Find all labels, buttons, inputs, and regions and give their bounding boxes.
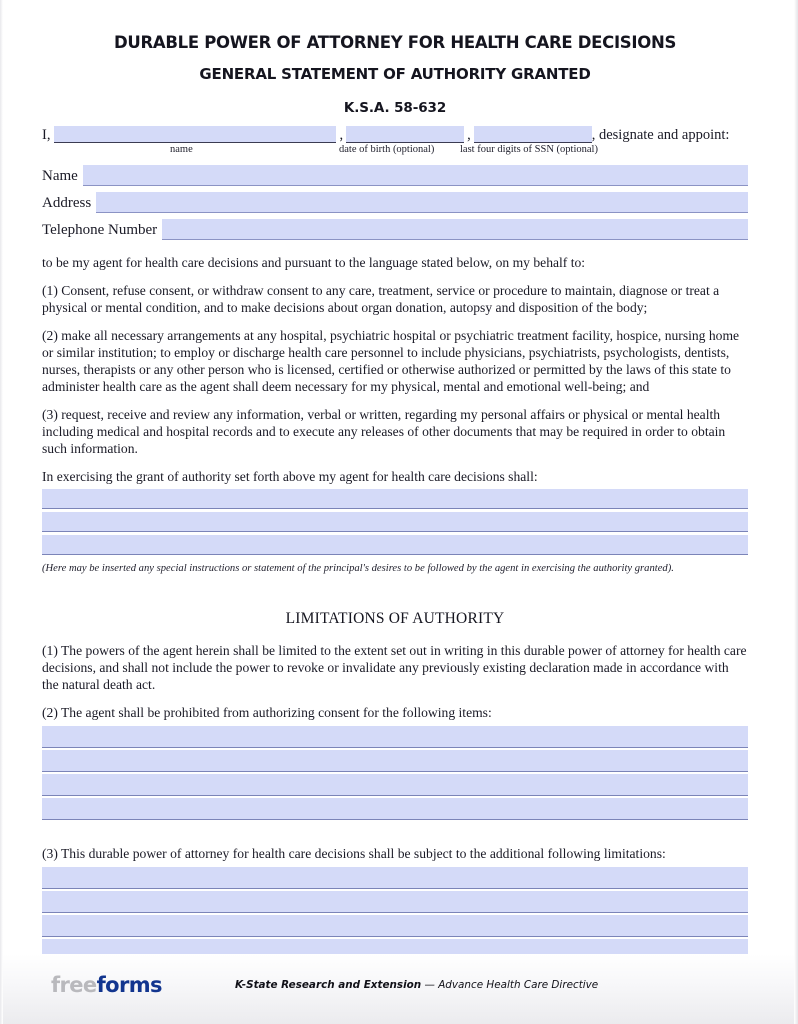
field-captions-row: [42, 143, 748, 159]
document-content: [42, 0, 748, 963]
logo-text-forms: forms: [96, 973, 162, 997]
power-item-1: (1) Consent, refuse consent, or withdraw consent to any care, treatment, service or procedure to maintain, diagnose or treat a physical or mental condition, and to make decisions about organ donation, autopsy and disposition of the body;: [42, 283, 720, 316]
agent-address-field[interactable]: [96, 192, 748, 213]
principal-ssn-field[interactable]: [474, 126, 592, 143]
intro-lead-label: I,: [42, 126, 51, 143]
caption-ssn: last four digits of SSN (optional): [460, 144, 598, 156]
limitation-2-line-1[interactable]: [42, 726, 748, 748]
intro-comma-2: ,: [467, 126, 471, 143]
limitation-2-line-2[interactable]: [42, 750, 748, 772]
title-block: [42, 0, 748, 116]
footer-source-caption: [235, 976, 598, 994]
limitation-item-2-lines-group: [42, 726, 748, 820]
principal-name-field[interactable]: [54, 126, 336, 143]
statute-reference: K.S.A. 58-632: [343, 100, 447, 117]
agent-name-field[interactable]: [83, 165, 748, 186]
intro-trailing-text: , designate and appoint:: [591, 126, 730, 143]
agent-name-label: Name: [42, 168, 78, 185]
limitation-item-1: (1) The powers of the agent herein shall be limited to the extent set out in writing in this durable power of attorney for health care decisions, and shall not include the power to revoke or invalidate any previously existing declaration made in accordance with the natural death act.: [42, 643, 747, 692]
limitation-2-line-3[interactable]: [42, 774, 748, 796]
limitation-3-line-2[interactable]: [42, 891, 748, 913]
agent-lead-in-text: to be my agent for health care decisions and pursuant to the language stated below, on my behalf to:: [42, 255, 586, 271]
page-footer: [3, 954, 794, 1024]
document-title: DURABLE POWER OF ATTORNEY FOR HEALTH CARE DECISIONS: [113, 33, 677, 52]
principal-identification-row: [42, 126, 748, 143]
limitation-3-line-3[interactable]: [42, 915, 748, 937]
page-edge-left: [0, 0, 3, 1024]
footer-caption-rest: — Advance Health Care Directive: [421, 979, 599, 991]
agent-name-row: [42, 165, 748, 186]
power-item-2: (2) make all necessary arrangements at any hospital, psychiatric hospital or psychiatric treatment facility, hospice, nursing home or similar institution; to employ or discharge health care personnel to include physicians, psychiatrists, psychologists, dentists, nurses, therapists or any other person who is licensed, certified or otherwise authorized or permitted by the laws of this state to administer health care as the agent shall deem necessary for my physical, mental and emotional well-being; and: [42, 328, 740, 394]
freeforms-logo[interactable]: [51, 972, 162, 998]
limitation-3-line-1[interactable]: [42, 867, 748, 889]
limitations-heading: LIMITATIONS OF AUTHORITY: [285, 610, 505, 628]
document-subtitle: GENERAL STATEMENT OF AUTHORITY GRANTED: [199, 65, 591, 84]
principal-dob-field[interactable]: [346, 126, 464, 143]
exercising-prompt: In exercising the grant of authority set forth above my agent for health care decisions shall:: [42, 468, 538, 484]
agent-address-label: Address: [42, 195, 92, 212]
exercising-line-2[interactable]: [42, 512, 748, 532]
caption-date-of-birth: date of birth (optional): [339, 144, 435, 156]
footer-caption-bold: K-State Research and Extension: [235, 979, 422, 991]
page-edge-right: [794, 0, 798, 1024]
caption-name: name: [170, 144, 193, 156]
agent-contact-block: [42, 165, 748, 240]
limitation-item-3-prompt: (3) This durable power of attorney for health care decisions shall be subject to the additional following limitations:: [42, 845, 666, 861]
agent-address-row: [42, 192, 748, 213]
exercising-line-3[interactable]: [42, 535, 748, 555]
agent-telephone-field[interactable]: [162, 219, 748, 240]
agent-telephone-row: [42, 219, 748, 240]
exercising-lines-group: [42, 489, 748, 555]
agent-telephone-label: Telephone Number: [42, 222, 158, 239]
exercising-note: (Here may be inserted any special instructions or statement of the principal's desires to be followed by the agent in exercising the authority granted).: [42, 563, 674, 575]
exercising-line-1[interactable]: [42, 489, 748, 509]
limitation-2-line-4[interactable]: [42, 798, 748, 820]
logo-text-free: free: [51, 973, 97, 997]
limitation-item-3-lines-group: [42, 867, 748, 961]
limitation-item-2-prompt: (2) The agent shall be prohibited from authorizing consent for the following items:: [42, 704, 492, 720]
footer-inner: [3, 972, 794, 1002]
power-item-3: (3) request, receive and review any information, verbal or written, regarding my personal affairs or physical or mental health including medical and hospital records and to execute any releases of other documents that may be required in order to obtain such information.: [42, 406, 726, 456]
intro-comma-1: ,: [339, 126, 344, 143]
